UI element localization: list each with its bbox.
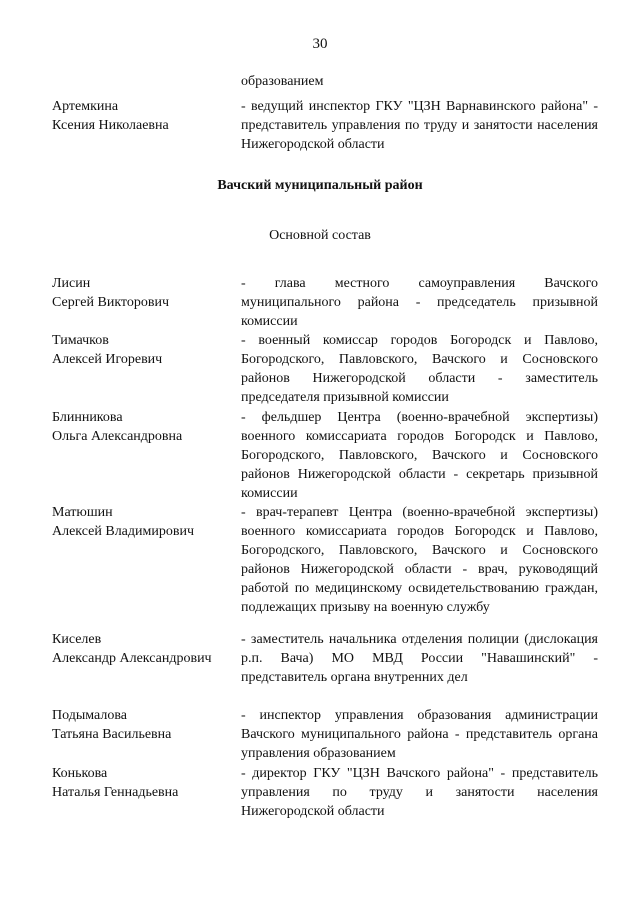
- member-given-names: Наталья Геннадьевна: [52, 785, 179, 800]
- member-name: [52, 408, 237, 446]
- member-name: [52, 97, 237, 135]
- member-surname: Тимачков: [52, 333, 109, 348]
- district-heading: Вачский муниципальный район: [217, 178, 423, 193]
- page-number: 30: [312, 36, 328, 52]
- member-role: - директор ГКУ "ЦЗН Вачского района" - представитель управления по труду и занятости населения Нижегородской области: [241, 766, 598, 819]
- member-role: - фельдшер Центра (военно-врачебной экспертизы) военного комиссариата городов Богородск и Павлово, Богородского, Павловского, Вачского и Сосновского районов Нижегородской области - секретарь призывной комиссии: [241, 410, 598, 501]
- member-role: - заместитель начальника отделения полиции (дислокация р.п. Вача) МО МВД России "Навашинский" - представитель органа внутренних дел: [241, 632, 598, 685]
- member-name: [52, 630, 237, 668]
- member-surname: Артемкина: [52, 99, 119, 114]
- member-surname: Конькова: [52, 766, 108, 781]
- member-name: [52, 274, 237, 312]
- member-given-names: Ольга Александровна: [52, 429, 183, 444]
- member-name: [52, 764, 237, 802]
- member-surname: Киселев: [52, 632, 102, 647]
- member-surname: Блинникова: [52, 410, 123, 425]
- member-name: [52, 503, 237, 541]
- member-given-names: Татьяна Васильевна: [52, 727, 172, 742]
- member-surname: Подымалова: [52, 708, 127, 723]
- member-role: - военный комиссар городов Богородск и Павлово, Богородского, Павловского, Вачского и Сосновского районов Нижегородской области - заместитель председателя призывной комиссии: [241, 333, 598, 405]
- member-given-names: Алексей Игоревич: [52, 352, 163, 367]
- member-name: [52, 706, 237, 744]
- member-given-names: Сергей Викторович: [52, 295, 170, 310]
- member-name: [52, 331, 237, 369]
- member-given-names: Ксения Николаевна: [52, 118, 169, 133]
- member-surname: Матюшин: [52, 505, 113, 520]
- member-surname: Лисин: [52, 276, 91, 291]
- composition-heading: Основной состав: [269, 228, 371, 243]
- member-role: - врач-терапевт Центра (военно-врачебной экспертизы) военного комиссариата городов Богородск и Павлово, Богородского, Павловского, Вачского и Сосновского районов Нижегородской области - врач, руководящий работой по медицинскому освидетельствованию граждан, подлежащих призыву на военную службу: [241, 505, 598, 615]
- continuation-text: образованием: [241, 74, 324, 89]
- member-role: - ведущий инспектор ГКУ "ЦЗН Варнавинского района" - представитель управления по труду и занятости населения Нижегородской области: [241, 99, 598, 152]
- member-role: - глава местного самоуправления Вачского муниципального района - председатель призывной комиссии: [241, 276, 598, 329]
- member-given-names: Алексей Владимирович: [52, 524, 195, 539]
- member-given-names: Александр Александрович: [52, 651, 212, 666]
- member-role: - инспектор управления образования администрации Вачского муниципального района - представитель органа управления образованием: [241, 708, 598, 761]
